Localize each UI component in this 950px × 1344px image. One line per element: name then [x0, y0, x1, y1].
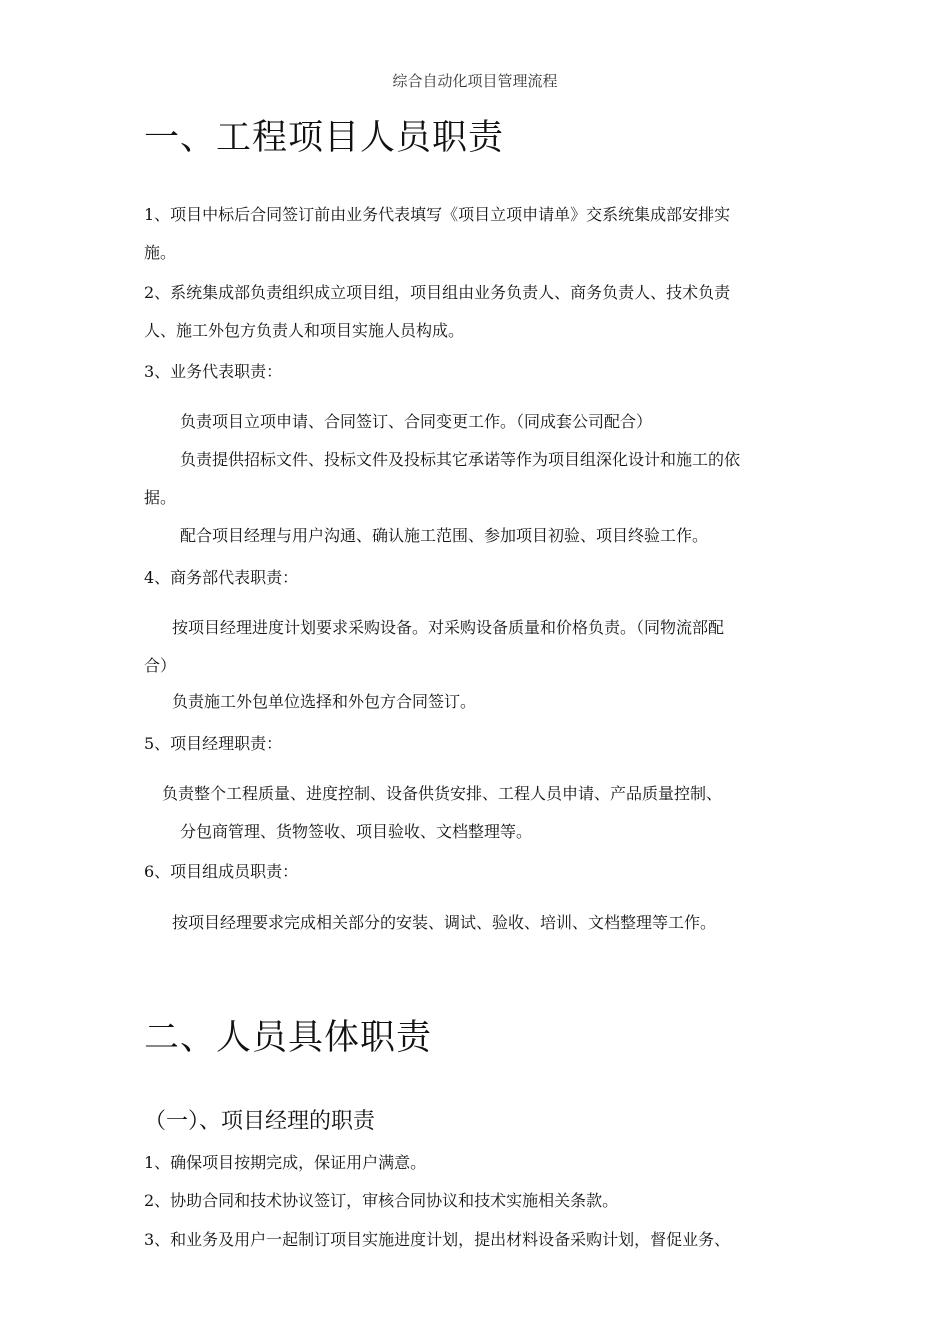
running-header: 综合自动化项目管理流程 — [392, 72, 558, 90]
pm-duty-line-1: 负责整个工程质量、进度控制、设备供货安排、工程人员申请、产品质量控制、 — [162, 784, 723, 803]
business-duty-2-line-2: 据。 — [144, 488, 177, 507]
item-4-heading: 4、商务部代表职责： — [144, 568, 299, 587]
pm-responsibility-1: 1、确保项目按期完成，保证用户满意。 — [144, 1153, 427, 1172]
business-duty-3: 配合项目经理与用户沟通、确认施工范围、参加项目初验、项目终验工作。 — [180, 526, 709, 545]
pm-responsibility-2: 2、协助合同和技术协议签订，审核合同协议和技术实施相关条款。 — [144, 1191, 619, 1210]
item-2-line-1: 2、系统集成部负责组织成立项目组，项目组由业务负责人、商务负责人、技术负责 — [144, 283, 731, 302]
commerce-duty-1-line-1: 按项目经理进度计划要求采购设备。对采购设备质量和价格负责。（同物流部配 — [172, 618, 725, 637]
pm-responsibility-3: 3、和业务及用户一起制订项目实施进度计划，提出材料设备采购计划，督促业务、 — [144, 1230, 731, 1249]
item-2-line-2: 人、施工外包方负责人和项目实施人员构成。 — [144, 321, 465, 340]
section-2-title: 二、人员具体职责 — [144, 1018, 433, 1058]
commerce-duty-2: 负责施工外包单位选择和外包方合同签订。 — [172, 692, 477, 711]
pm-duty-line-2: 分包商管理、货物签收、项目验收、文档整理等。 — [180, 822, 533, 841]
item-5-heading: 5、项目经理职责： — [144, 734, 283, 753]
item-1-line-2: 施。 — [144, 243, 177, 262]
business-duty-1: 负责项目立项申请、合同签订、合同变更工作。（同成套公司配合） — [180, 412, 653, 431]
business-duty-2-line-1: 负责提供招标文件、投标文件及投标其它承诺等作为项目组深化设计和施工的依 — [180, 450, 741, 469]
item-3-heading: 3、业务代表职责： — [144, 362, 283, 381]
item-6-heading: 6、项目组成员职责： — [144, 862, 299, 881]
item-1-line-1: 1、项目中标后合同签订前由业务代表填写《项目立项申请单》交系统集成部安排实 — [144, 205, 731, 224]
commerce-duty-1-line-2: 合） — [144, 656, 177, 675]
member-duty: 按项目经理要求完成相关部分的安装、调试、验收、培训、文档整理等工作。 — [172, 913, 717, 932]
section-2-subtitle: （一）、项目经理的职责 — [144, 1109, 376, 1134]
section-1-title: 一、工程项目人员职责 — [144, 118, 505, 158]
